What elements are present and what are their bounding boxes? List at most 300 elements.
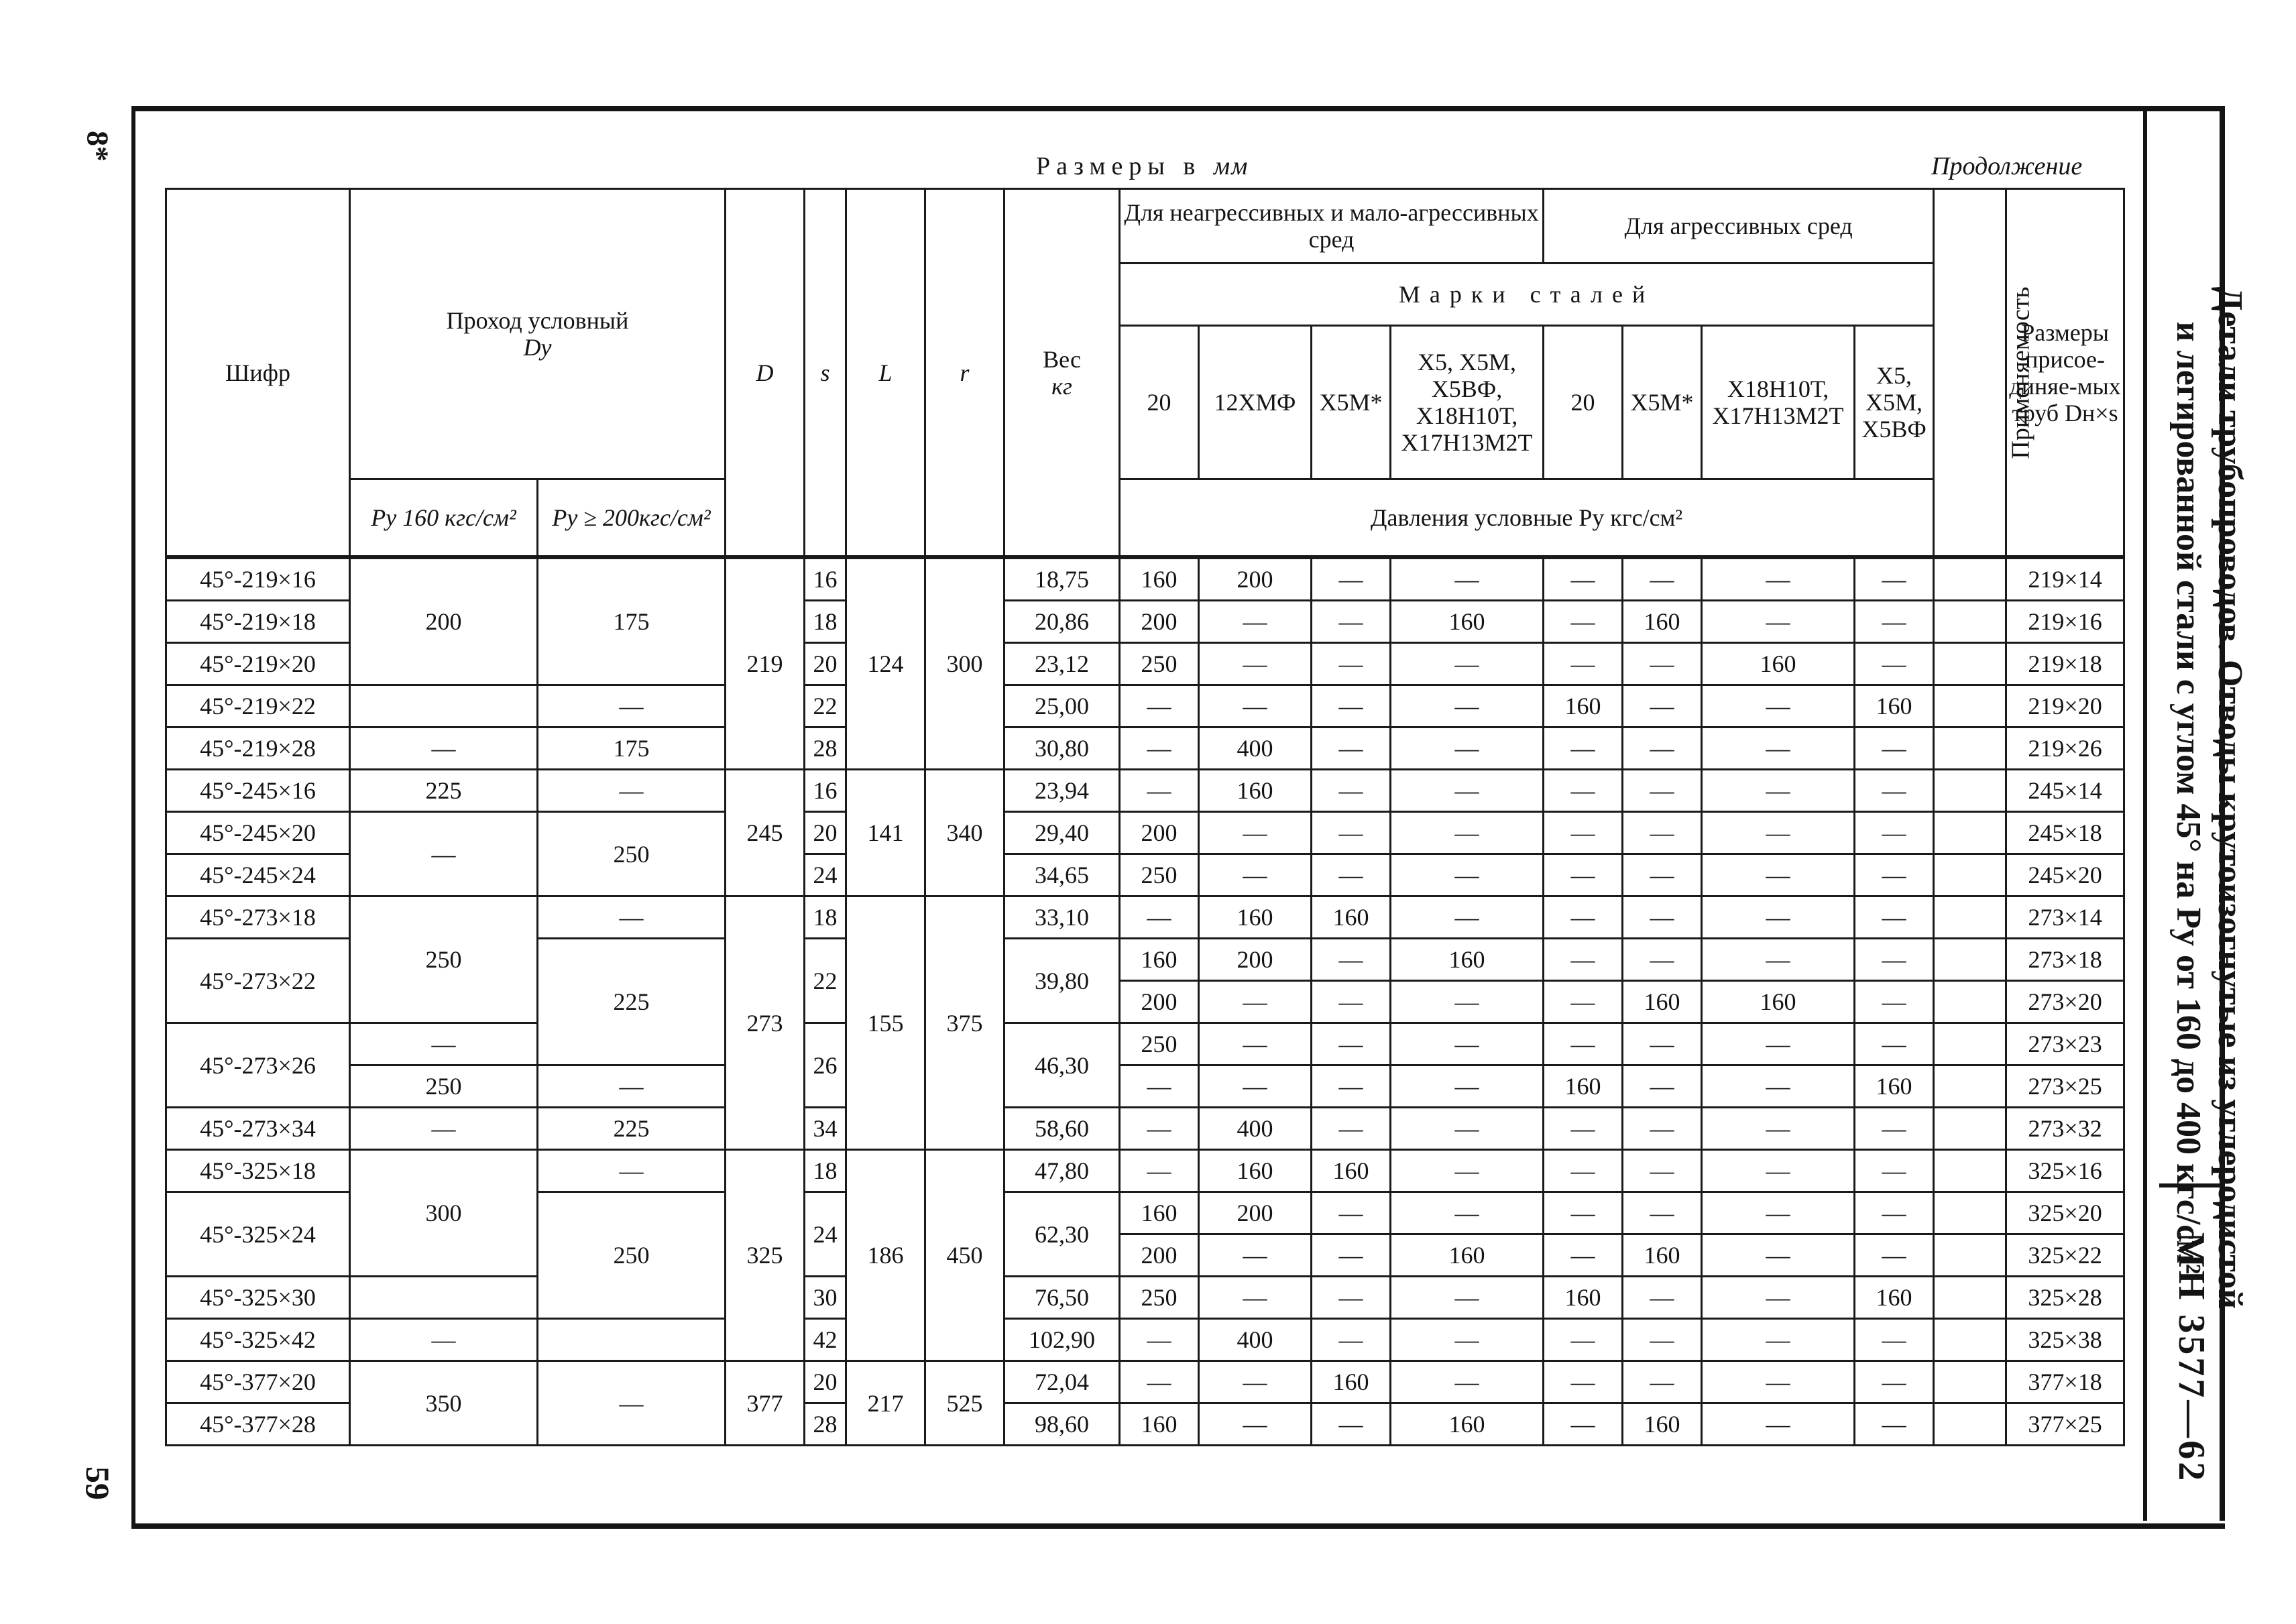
table-row <box>166 1150 2124 1192</box>
s-cell: 20 <box>805 643 846 685</box>
pipe-cell: 245×18 <box>2006 812 2124 854</box>
code-cell: 45°-219×28 <box>166 728 350 770</box>
applicability-cell <box>1934 896 2006 939</box>
grade-7: Х18Н10Т, Х17Н13М2Т <box>1702 326 1855 479</box>
applicability-cell <box>1934 601 2006 643</box>
p-cell: — <box>1623 812 1702 854</box>
s-cell: 28 <box>805 1403 846 1446</box>
p-cell: — <box>1702 1023 1855 1065</box>
weight-cell: 62,30 <box>1005 1192 1120 1277</box>
continuation-label: Продолжение <box>1931 152 2083 180</box>
p-cell: — <box>1391 728 1544 770</box>
py200-cell: 250 <box>538 1192 726 1319</box>
pipe-cell: 219×20 <box>2006 685 2124 728</box>
p-cell: — <box>1855 854 1934 896</box>
s-cell: 18 <box>805 1150 846 1192</box>
pipe-cell: 245×14 <box>2006 770 2124 812</box>
p-cell: 160 <box>1312 1150 1391 1192</box>
py160-cell: — <box>350 1319 538 1361</box>
p-cell: 250 <box>1120 1277 1199 1319</box>
p-cell: — <box>1544 1319 1623 1361</box>
code-cell: 45°-377×20 <box>166 1361 350 1403</box>
p-cell: — <box>1199 1277 1312 1319</box>
p-cell: — <box>1855 728 1934 770</box>
grade-2: 12ХМФ <box>1199 326 1312 479</box>
p-cell: 160 <box>1312 896 1391 939</box>
py200-cell: 175 <box>538 728 726 770</box>
p-cell: — <box>1312 557 1391 601</box>
weight-cell: 33,10 <box>1005 896 1120 939</box>
p-cell: 160 <box>1855 685 1934 728</box>
weight-cell: 46,30 <box>1005 1023 1120 1108</box>
applicability-cell <box>1934 1192 2006 1234</box>
p-cell: — <box>1199 1403 1312 1446</box>
py160-cell: 300 <box>350 1150 538 1277</box>
s-cell: 16 <box>805 557 846 601</box>
py160-cell: 250 <box>350 1065 538 1108</box>
pipe-cell: 273×18 <box>2006 939 2124 981</box>
p-cell: — <box>1391 812 1544 854</box>
header-steel-grades: Марки сталей <box>1120 264 1934 326</box>
p-cell: — <box>1391 1023 1544 1065</box>
p-cell: — <box>1199 1234 1312 1277</box>
weight-cell: 29,40 <box>1005 812 1120 854</box>
p-cell: — <box>1391 896 1544 939</box>
p-cell: 160 <box>1312 1361 1391 1403</box>
p-cell: — <box>1312 728 1391 770</box>
weight-cell: 30,80 <box>1005 728 1120 770</box>
p-cell: — <box>1199 1065 1312 1108</box>
header-passage-symbol: Dу <box>523 334 552 361</box>
p-cell: — <box>1702 1192 1855 1234</box>
r-cell: 375 <box>925 896 1005 1150</box>
p-cell: — <box>1855 1319 1934 1361</box>
py160-cell: 250 <box>350 896 538 1023</box>
p-cell: 160 <box>1120 939 1199 981</box>
r-cell: 340 <box>925 770 1005 896</box>
p-cell: 160 <box>1623 981 1702 1023</box>
p-cell: 400 <box>1199 728 1312 770</box>
p-cell: — <box>1312 1065 1391 1108</box>
py160-cell: — <box>350 812 538 896</box>
p-cell: — <box>1544 1150 1623 1192</box>
p-cell: — <box>1702 1150 1855 1192</box>
pipe-cell: 219×16 <box>2006 601 2124 643</box>
L-cell: 217 <box>846 1361 925 1446</box>
py160-cell: 200 <box>350 557 538 685</box>
py200-cell: 225 <box>538 939 726 1065</box>
pipe-cell: 219×18 <box>2006 643 2124 685</box>
pipe-cell: 377×18 <box>2006 1361 2124 1403</box>
code-cell: 45°-325×24 <box>166 1192 350 1277</box>
weight-cell: 34,65 <box>1005 854 1120 896</box>
p-cell: — <box>1623 1361 1702 1403</box>
code-cell: 45°-219×16 <box>166 557 350 601</box>
p-cell: — <box>1312 685 1391 728</box>
py200-cell: — <box>538 896 726 939</box>
p-cell: — <box>1120 1065 1199 1108</box>
s-cell: 22 <box>805 685 846 728</box>
p-cell: 160 <box>1544 1065 1623 1108</box>
p-cell: — <box>1199 643 1312 685</box>
py160-cell: 225 <box>350 770 538 812</box>
p-cell: — <box>1391 557 1544 601</box>
L-cell: 124 <box>846 557 925 770</box>
p-cell: — <box>1855 557 1934 601</box>
p-cell: — <box>1120 1108 1199 1150</box>
p-cell: — <box>1312 1108 1391 1150</box>
p-cell: — <box>1855 643 1934 685</box>
weight-cell: 76,50 <box>1005 1277 1120 1319</box>
p-cell: — <box>1312 1023 1391 1065</box>
header-pipe-sizes: Размеры присое-диняе-мых труб Dн×s <box>2006 189 2124 558</box>
p-cell: — <box>1855 896 1934 939</box>
pipe-cell: 245×20 <box>2006 854 2124 896</box>
s-cell: 22 <box>805 939 846 1023</box>
p-cell: — <box>1544 939 1623 981</box>
p-cell: — <box>1544 601 1623 643</box>
p-cell: 160 <box>1702 981 1855 1023</box>
p-cell: — <box>1312 643 1391 685</box>
side-title-line2: и легированной стали с углом 45° на Pу от 160 до 400 кгс/см² <box>2169 321 2207 1275</box>
p-cell: — <box>1702 939 1855 981</box>
p-cell: 160 <box>1544 685 1623 728</box>
p-cell: 160 <box>1120 1403 1199 1446</box>
p-cell: 160 <box>1199 1150 1312 1192</box>
py160-cell <box>350 685 538 728</box>
p-cell: — <box>1120 1150 1199 1192</box>
applicability-cell <box>1934 643 2006 685</box>
p-cell: — <box>1312 1192 1391 1234</box>
p-cell: 200 <box>1199 557 1312 601</box>
s-cell: 20 <box>805 1361 846 1403</box>
pipe-cell: 325×20 <box>2006 1192 2124 1234</box>
pipe-cell: 325×28 <box>2006 1277 2124 1319</box>
table-row <box>166 1065 2124 1108</box>
p-cell: — <box>1702 896 1855 939</box>
s-cell: 18 <box>805 601 846 643</box>
p-cell: — <box>1623 1277 1702 1319</box>
header-nonaggressive: Для неагрессивных и мало-агрессивных сред <box>1120 189 1544 264</box>
py160-cell: — <box>350 728 538 770</box>
p-cell: 400 <box>1199 1319 1312 1361</box>
p-cell: — <box>1312 812 1391 854</box>
py200-cell: — <box>538 1361 726 1446</box>
py160-cell: 350 <box>350 1361 538 1446</box>
weight-cell: 25,00 <box>1005 685 1120 728</box>
p-cell: — <box>1391 1319 1544 1361</box>
p-cell: — <box>1120 770 1199 812</box>
s-cell: 24 <box>805 1192 846 1277</box>
p-cell: — <box>1623 854 1702 896</box>
p-cell: — <box>1391 854 1544 896</box>
p-cell: — <box>1544 981 1623 1023</box>
sizes-caption <box>1036 152 1249 181</box>
weight-cell: 58,60 <box>1005 1108 1120 1150</box>
p-cell: — <box>1702 1108 1855 1150</box>
p-cell: — <box>1623 896 1702 939</box>
code-cell: 45°-219×18 <box>166 601 350 643</box>
table-row <box>166 1108 2124 1150</box>
p-cell: — <box>1702 1403 1855 1446</box>
table-row <box>166 1361 2124 1403</box>
table-row <box>166 1319 2124 1361</box>
applicability-cell <box>1934 1150 2006 1192</box>
p-cell: — <box>1702 1065 1855 1108</box>
py200-cell: — <box>538 685 726 728</box>
grade-3: Х5М* <box>1312 326 1391 479</box>
sizes-caption-unit: мм <box>1213 152 1249 180</box>
applicability-cell <box>1934 1108 2006 1150</box>
pipe-cell: 377×25 <box>2006 1403 2124 1446</box>
p-cell: — <box>1391 1192 1544 1234</box>
applicability-cell <box>1934 1361 2006 1403</box>
p-cell: — <box>1544 770 1623 812</box>
header-s: s <box>805 189 846 558</box>
p-cell: — <box>1199 601 1312 643</box>
s-cell: 26 <box>805 1023 846 1108</box>
p-cell: — <box>1544 812 1623 854</box>
p-cell: — <box>1199 1023 1312 1065</box>
table-body <box>166 557 2124 1446</box>
p-cell: — <box>1544 557 1623 601</box>
weight-cell: 47,80 <box>1005 1150 1120 1192</box>
p-cell: — <box>1855 1108 1934 1150</box>
applicability-cell <box>1934 728 2006 770</box>
p-cell: — <box>1623 643 1702 685</box>
p-cell: 160 <box>1120 1192 1199 1234</box>
table-row <box>166 1023 2124 1065</box>
p-cell: 160 <box>1120 557 1199 601</box>
p-cell: — <box>1544 1192 1623 1234</box>
p-cell: — <box>1702 770 1855 812</box>
p-cell: — <box>1855 1234 1934 1277</box>
applicability-cell <box>1934 1234 2006 1277</box>
r-cell: 525 <box>925 1361 1005 1446</box>
s-cell: 20 <box>805 812 846 854</box>
applicability-cell <box>1934 939 2006 981</box>
pipe-cell: 273×23 <box>2006 1023 2124 1065</box>
table-row <box>166 770 2124 812</box>
p-cell: — <box>1120 896 1199 939</box>
code-cell: 45°-325×30 <box>166 1277 350 1319</box>
header-D: D <box>726 189 805 558</box>
p-cell: 250 <box>1120 854 1199 896</box>
p-cell: — <box>1702 1319 1855 1361</box>
py200-cell: — <box>538 1065 726 1108</box>
p-cell: — <box>1544 854 1623 896</box>
p-cell: 200 <box>1120 981 1199 1023</box>
p-cell: — <box>1312 854 1391 896</box>
p-cell: — <box>1623 685 1702 728</box>
p-cell: — <box>1702 685 1855 728</box>
table-row <box>166 557 2124 601</box>
header-weight-unit: кг <box>1051 372 1072 400</box>
code-cell: 45°-245×20 <box>166 812 350 854</box>
code-cell: 45°-325×42 <box>166 1319 350 1361</box>
p-cell: — <box>1312 1277 1391 1319</box>
p-cell: — <box>1623 557 1702 601</box>
D-cell: 219 <box>726 557 805 770</box>
p-cell: — <box>1312 601 1391 643</box>
pipe-cell: 273×25 <box>2006 1065 2124 1108</box>
p-cell: 160 <box>1391 939 1544 981</box>
py200-cell: 225 <box>538 1108 726 1150</box>
header-L: L <box>846 189 925 558</box>
p-cell: — <box>1855 1023 1934 1065</box>
p-cell: 200 <box>1120 601 1199 643</box>
code-cell: 45°-219×22 <box>166 685 350 728</box>
code-cell: 45°-325×18 <box>166 1150 350 1192</box>
pipe-cell: 273×20 <box>2006 981 2124 1023</box>
weight-cell: 18,75 <box>1005 557 1120 601</box>
p-cell: — <box>1199 854 1312 896</box>
py160-cell: — <box>350 1108 538 1150</box>
code-cell: 45°-377×28 <box>166 1403 350 1446</box>
p-cell: — <box>1544 1361 1623 1403</box>
py200-cell: 175 <box>538 557 726 685</box>
p-cell: — <box>1391 1361 1544 1403</box>
py160-cell <box>350 1277 538 1319</box>
code-cell: 45°-273×18 <box>166 896 350 939</box>
p-cell: 160 <box>1544 1277 1623 1319</box>
applicability-cell <box>1934 685 2006 728</box>
code-cell: 45°-245×16 <box>166 770 350 812</box>
applicability-cell <box>1934 812 2006 854</box>
p-cell: — <box>1391 1150 1544 1192</box>
p-cell: 160 <box>1391 1234 1544 1277</box>
p-cell: — <box>1702 601 1855 643</box>
s-cell: 30 <box>805 1277 846 1319</box>
p-cell: — <box>1702 1361 1855 1403</box>
code-cell: 45°-273×26 <box>166 1023 350 1108</box>
p-cell: — <box>1702 1234 1855 1277</box>
p-cell: 160 <box>1855 1277 1934 1319</box>
p-cell: — <box>1391 685 1544 728</box>
grade-6: Х5М* <box>1623 326 1702 479</box>
r-cell: 300 <box>925 557 1005 770</box>
py200-cell <box>538 1319 726 1361</box>
applicability-cell <box>1934 1023 2006 1065</box>
p-cell: — <box>1120 1319 1199 1361</box>
weight-cell: 72,04 <box>1005 1361 1120 1403</box>
py200-cell: — <box>538 1150 726 1192</box>
p-cell: — <box>1312 981 1391 1023</box>
p-cell: 160 <box>1855 1065 1934 1108</box>
p-cell: — <box>1391 643 1544 685</box>
s-cell: 34 <box>805 1108 846 1150</box>
p-cell: — <box>1855 939 1934 981</box>
weight-cell: 39,80 <box>1005 939 1120 1023</box>
p-cell: — <box>1702 854 1855 896</box>
header-weight-label: Вес <box>1043 345 1081 373</box>
p-cell: — <box>1120 1361 1199 1403</box>
p-cell: — <box>1855 981 1934 1023</box>
p-cell: — <box>1391 1277 1544 1319</box>
p-cell: — <box>1544 1023 1623 1065</box>
weight-cell: 98,60 <box>1005 1403 1120 1446</box>
p-cell: — <box>1312 770 1391 812</box>
p-cell: — <box>1544 643 1623 685</box>
p-cell: 250 <box>1120 1023 1199 1065</box>
weight-cell: 23,94 <box>1005 770 1120 812</box>
applicability-cell <box>1934 1277 2006 1319</box>
p-cell: 200 <box>1120 812 1199 854</box>
p-cell: 200 <box>1120 1234 1199 1277</box>
p-cell: — <box>1391 770 1544 812</box>
header-weight <box>1005 189 1120 558</box>
s-cell: 24 <box>805 854 846 896</box>
applicability-cell <box>1934 1403 2006 1446</box>
p-cell: 250 <box>1120 643 1199 685</box>
p-cell: — <box>1702 812 1855 854</box>
header-passage-label: Проход условный <box>446 307 629 334</box>
p-cell: 160 <box>1391 1403 1544 1446</box>
py200-cell: — <box>538 770 726 812</box>
p-cell: — <box>1623 728 1702 770</box>
header-r: r <box>925 189 1005 558</box>
p-cell: — <box>1544 1234 1623 1277</box>
p-cell: 160 <box>1623 1234 1702 1277</box>
applicability-cell <box>1934 1319 2006 1361</box>
p-cell: — <box>1391 1108 1544 1150</box>
p-cell: — <box>1623 770 1702 812</box>
pipe-cell: 325×22 <box>2006 1234 2124 1277</box>
p-cell: — <box>1855 1361 1934 1403</box>
page-mark: 8* <box>80 131 115 162</box>
pipe-cell: 273×14 <box>2006 896 2124 939</box>
p-cell: — <box>1623 1150 1702 1192</box>
table-row <box>166 685 2124 728</box>
py160-cell: — <box>350 1023 538 1065</box>
table-row <box>166 728 2124 770</box>
p-cell: — <box>1120 728 1199 770</box>
applicability-cell <box>1934 854 2006 896</box>
p-cell: — <box>1391 1065 1544 1108</box>
standard-number: МН 3577—62 <box>2171 1232 2212 1484</box>
D-cell: 377 <box>726 1361 805 1446</box>
p-cell: — <box>1855 601 1934 643</box>
weight-cell: 102,90 <box>1005 1319 1120 1361</box>
p-cell: — <box>1391 981 1544 1023</box>
pipe-cell: 219×14 <box>2006 557 2124 601</box>
page-number: 59 <box>79 1466 117 1500</box>
header-py160: Pу 160 кгс/см² <box>350 479 538 558</box>
p-cell: 160 <box>1623 601 1702 643</box>
L-cell: 186 <box>846 1150 925 1361</box>
s-cell: 28 <box>805 728 846 770</box>
p-cell: — <box>1702 557 1855 601</box>
L-cell: 141 <box>846 770 925 896</box>
s-cell: 42 <box>805 1319 846 1361</box>
p-cell: — <box>1702 1277 1855 1319</box>
code-cell: 45°-245×24 <box>166 854 350 896</box>
p-cell: — <box>1623 1065 1702 1108</box>
table-row <box>166 812 2124 854</box>
p-cell: — <box>1623 1023 1702 1065</box>
pipe-cell: 325×38 <box>2006 1319 2124 1361</box>
header-applicability <box>1934 189 2035 558</box>
grade-4: Х5, Х5М, Х5ВФ, Х18Н10Т, Х17Н13М2Т <box>1391 326 1544 479</box>
p-cell: — <box>1312 1403 1391 1446</box>
header-applicability-text: Применяемость <box>2006 286 2035 459</box>
D-cell: 325 <box>726 1150 805 1361</box>
p-cell: — <box>1544 728 1623 770</box>
p-cell: — <box>1544 896 1623 939</box>
header-passage <box>350 189 726 479</box>
D-cell: 273 <box>726 896 805 1150</box>
header-aggressive: Для агрессивных сред <box>1544 189 1934 264</box>
